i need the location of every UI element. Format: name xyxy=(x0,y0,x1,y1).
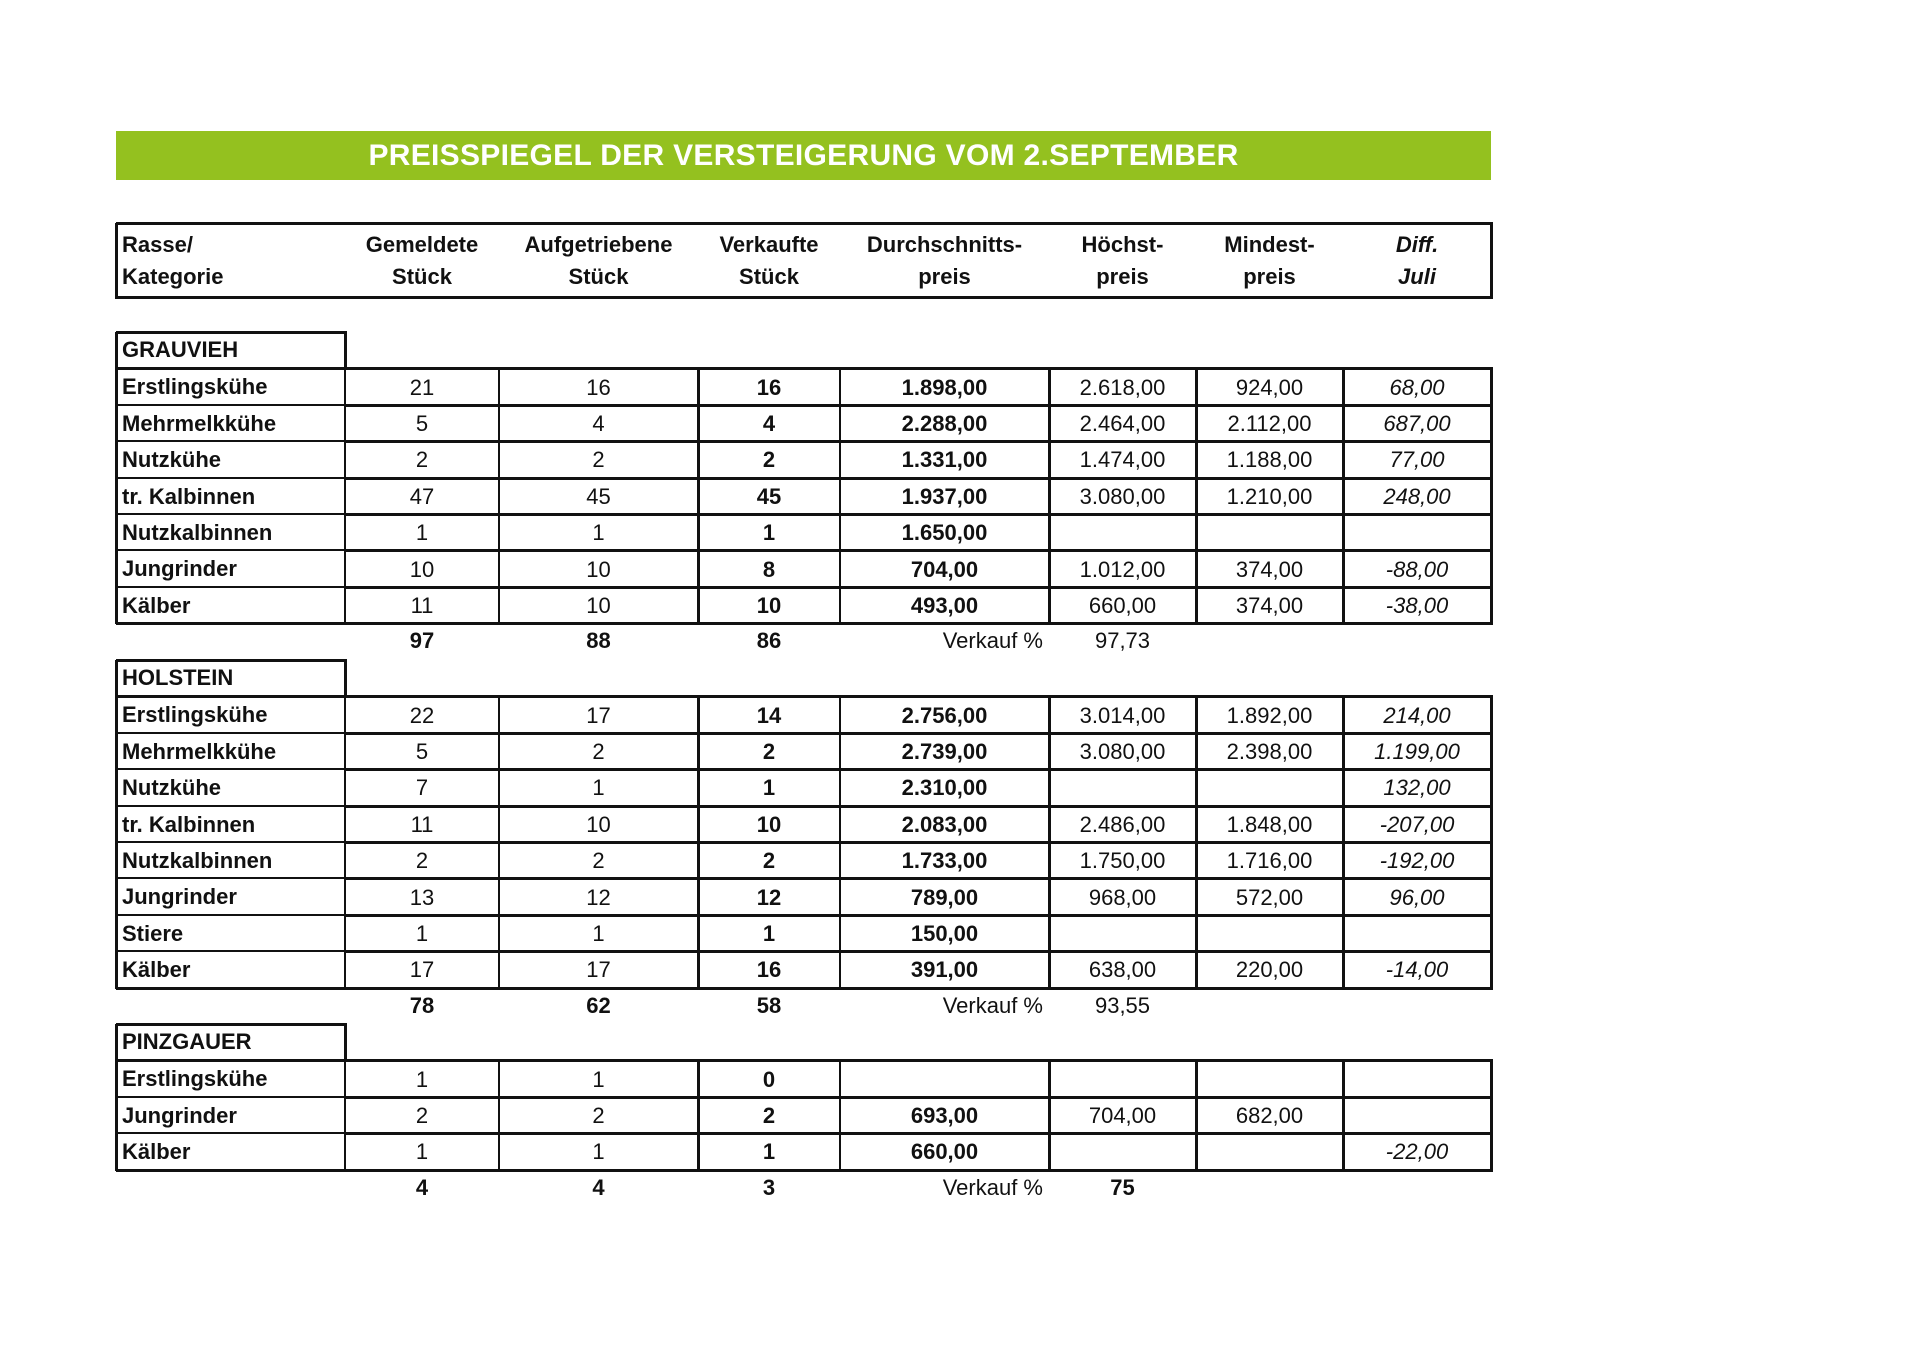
cell-mindestpreis: 924,00 xyxy=(1235,374,1304,400)
cell-gemeldet: 10 xyxy=(409,556,435,582)
cell-diff-juli: -14,00 xyxy=(1385,957,1449,983)
cell-durchschnittspreis: 789,00 xyxy=(910,884,979,910)
cell-mindestpreis: 1.848,00 xyxy=(1226,811,1313,837)
header-verkaufte-line2: Stück xyxy=(739,264,799,289)
cell-durchschnittspreis: 150,00 xyxy=(910,920,979,946)
header-gemeldete-line2: Stück xyxy=(392,264,452,289)
cell-mindestpreis: 220,00 xyxy=(1235,957,1304,983)
header-durchschnittspreis-line1: Durchschnitts- xyxy=(866,232,1023,258)
cell-durchschnittspreis: 2.756,00 xyxy=(901,702,988,728)
header-mindestpreis-line1: Mindest- xyxy=(1224,232,1315,258)
cell-diff-juli: 68,00 xyxy=(1389,374,1445,400)
cell-hoechstpreis: 638,00 xyxy=(1088,957,1157,983)
cell-diff-juli: 248,00 xyxy=(1383,483,1451,509)
cell-durchschnittspreis: 391,00 xyxy=(910,957,979,983)
cell-diff-juli: 1.199,00 xyxy=(1374,738,1460,764)
cell-gemeldet: 17 xyxy=(409,957,435,983)
cell-verkauft: 10 xyxy=(756,811,782,837)
row-kategorie: Erstlingskühe xyxy=(122,702,268,728)
cell-diff-juli: 77,00 xyxy=(1389,447,1445,473)
cell-verkauft: 1 xyxy=(762,775,776,801)
cell-diff-juli: 96,00 xyxy=(1389,884,1445,910)
total-gemeldet: 78 xyxy=(409,992,435,1018)
row-kategorie: Nutzkalbinnen xyxy=(122,848,273,873)
cell-mindestpreis xyxy=(1196,516,1343,550)
cell-verkauft: 2 xyxy=(762,848,776,874)
verkauf-percent-value: 97,73 xyxy=(1094,628,1151,654)
row-kategorie: Erstlingskühe xyxy=(122,1066,268,1092)
header-diff-juli-line1: Diff. xyxy=(1395,232,1439,258)
cell-durchschnittspreis: 1.331,00 xyxy=(901,447,988,473)
cell-aufgetrieben: 1 xyxy=(592,775,605,801)
header-verkaufte xyxy=(698,226,840,296)
cell-mindestpreis: 2.112,00 xyxy=(1227,410,1312,436)
cell-diff-juli xyxy=(1343,1062,1491,1096)
cell-aufgetrieben: 17 xyxy=(586,957,611,983)
header-aufgetriebene-line2: Stück xyxy=(568,264,629,289)
cell-diff-juli: 132,00 xyxy=(1383,775,1451,801)
row-kategorie: Nutzkühe xyxy=(122,447,221,473)
row-kategorie: Mehrmelkkühe xyxy=(122,410,277,436)
cell-aufgetrieben: 4 xyxy=(592,410,605,436)
row-kategorie: Mehrmelkkühe xyxy=(122,738,277,764)
total-aufgetrieben: 88 xyxy=(586,628,611,654)
cell-aufgetrieben: 10 xyxy=(586,592,611,618)
cell-mindestpreis: 1.210,00 xyxy=(1226,483,1313,509)
cell-hoechstpreis: 2.618,00 xyxy=(1079,374,1166,400)
cell-hoechstpreis xyxy=(1049,1135,1196,1169)
cell-durchschnittspreis xyxy=(840,1062,1049,1096)
cell-aufgetrieben: 1 xyxy=(592,1066,605,1092)
verkauf-percent-label: Verkauf % xyxy=(942,628,1043,654)
cell-durchschnittspreis: 660,00 xyxy=(910,1139,979,1165)
total-verkauft: 3 xyxy=(762,1174,776,1200)
cell-verkauft: 14 xyxy=(756,702,782,728)
cell-diff-juli: -38,00 xyxy=(1385,592,1449,618)
verkauf-percent-value: 93,55 xyxy=(1094,992,1151,1018)
cell-verkauft: 16 xyxy=(756,374,782,400)
cell-verkauft: 2 xyxy=(762,447,776,473)
verkauf-percent-label: Verkauf % xyxy=(942,1174,1043,1200)
row-kategorie: Erstlingskühe xyxy=(122,374,268,400)
cell-aufgetrieben: 1 xyxy=(592,1139,605,1165)
row-kategorie: Jungrinder xyxy=(122,556,237,582)
cell-durchschnittspreis: 1.937,00 xyxy=(901,483,988,509)
cell-hoechstpreis: 1.012,00 xyxy=(1079,556,1166,582)
cell-aufgetrieben: 2 xyxy=(592,1102,605,1128)
header-mindestpreis-line2: preis xyxy=(1243,264,1296,289)
cell-aufgetrieben: 16 xyxy=(586,374,611,400)
cell-mindestpreis xyxy=(1196,771,1343,805)
cell-gemeldet: 5 xyxy=(415,738,429,764)
cell-hoechstpreis xyxy=(1049,1062,1196,1096)
cell-verkauft: 2 xyxy=(762,738,776,764)
cell-aufgetrieben: 10 xyxy=(586,811,611,837)
cell-durchschnittspreis: 1.650,00 xyxy=(901,520,988,546)
header-verkaufte-line1: Verkaufte xyxy=(719,232,819,258)
cell-hoechstpreis xyxy=(1049,771,1196,805)
cell-diff-juli xyxy=(1343,917,1491,951)
header-gemeldete-line1: Gemeldete xyxy=(365,232,479,258)
cell-mindestpreis: 2.398,00 xyxy=(1226,738,1313,764)
cell-mindestpreis xyxy=(1196,917,1343,951)
cell-diff-juli: -22,00 xyxy=(1385,1139,1449,1165)
section-title: GRAUVIEH xyxy=(122,337,239,363)
total-verkauft: 86 xyxy=(756,628,782,654)
cell-durchschnittspreis: 693,00 xyxy=(910,1102,979,1128)
cell-hoechstpreis: 660,00 xyxy=(1088,592,1157,618)
cell-aufgetrieben: 2 xyxy=(592,738,605,764)
cell-aufgetrieben: 45 xyxy=(586,483,611,509)
row-kategorie: tr. Kalbinnen xyxy=(122,483,256,509)
cell-mindestpreis xyxy=(1196,1135,1343,1169)
cell-gemeldet: 1 xyxy=(415,520,429,546)
cell-aufgetrieben: 10 xyxy=(586,556,611,582)
cell-aufgetrieben: 2 xyxy=(592,848,605,874)
section-title: HOLSTEIN xyxy=(122,665,234,691)
cell-hoechstpreis: 3.014,00 xyxy=(1079,702,1166,728)
cell-diff-juli xyxy=(1343,1099,1491,1133)
cell-hoechstpreis xyxy=(1049,516,1196,550)
header-durchschnittspreis xyxy=(840,226,1049,296)
cell-gemeldet: 2 xyxy=(415,848,429,874)
cell-gemeldet: 47 xyxy=(409,483,435,509)
cell-hoechstpreis: 704,00 xyxy=(1088,1102,1157,1128)
header-hoechstpreis xyxy=(1049,226,1196,296)
cell-gemeldet: 11 xyxy=(410,811,434,837)
row-kategorie: Jungrinder xyxy=(122,884,237,910)
cell-gemeldet: 1 xyxy=(415,920,429,946)
row-kategorie: Stiere xyxy=(122,920,184,946)
cell-verkauft: 1 xyxy=(762,920,776,946)
cell-verkauft: 2 xyxy=(762,1102,776,1128)
cell-hoechstpreis: 1.750,00 xyxy=(1079,848,1166,874)
header-rasse-line1: Rasse/ xyxy=(122,232,193,258)
cell-gemeldet: 1 xyxy=(415,1066,429,1092)
cell-diff-juli: -207,00 xyxy=(1379,811,1455,837)
total-gemeldet: 97 xyxy=(409,628,435,654)
cell-durchschnittspreis: 704,00 xyxy=(910,556,979,582)
cell-verkauft: 10 xyxy=(756,592,782,618)
cell-mindestpreis: 1.716,00 xyxy=(1226,848,1313,874)
row-kategorie: Kälber xyxy=(122,592,191,618)
verkauf-percent-value: 75 xyxy=(1110,1174,1135,1200)
cell-hoechstpreis xyxy=(1049,917,1196,951)
row-kategorie: Kälber xyxy=(122,957,191,983)
cell-hoechstpreis: 968,00 xyxy=(1088,884,1157,910)
header-rasse-line2: Kategorie xyxy=(122,264,224,289)
header-aufgetriebene xyxy=(499,226,698,296)
cell-verkauft: 8 xyxy=(762,556,776,582)
cell-verkauft: 1 xyxy=(762,1139,776,1165)
cell-gemeldet: 7 xyxy=(415,775,429,801)
cell-verkauft: 0 xyxy=(762,1066,776,1092)
grid-line xyxy=(116,222,1493,225)
cell-verkauft: 16 xyxy=(756,957,782,983)
total-aufgetrieben: 62 xyxy=(586,992,611,1018)
cell-gemeldet: 13 xyxy=(409,884,435,910)
cell-gemeldet: 5 xyxy=(415,410,429,436)
cell-durchschnittspreis: 1.733,00 xyxy=(901,848,988,874)
cell-aufgetrieben: 1 xyxy=(592,920,605,946)
cell-diff-juli: 687,00 xyxy=(1383,410,1451,436)
cell-durchschnittspreis: 493,00 xyxy=(910,592,979,618)
cell-gemeldet: 22 xyxy=(409,702,435,728)
cell-gemeldet: 11 xyxy=(410,592,434,618)
cell-diff-juli: -88,00 xyxy=(1385,556,1449,582)
cell-hoechstpreis: 3.080,00 xyxy=(1079,483,1166,509)
cell-durchschnittspreis: 2.288,00 xyxy=(901,410,988,436)
header-gemeldete xyxy=(345,226,499,296)
row-kategorie: Nutzkalbinnen xyxy=(122,520,273,545)
cell-mindestpreis: 1.188,00 xyxy=(1226,447,1313,473)
cell-mindestpreis: 374,00 xyxy=(1235,592,1304,618)
total-aufgetrieben: 4 xyxy=(592,1174,605,1200)
header-durchschnittspreis-line2: preis xyxy=(918,264,971,289)
cell-gemeldet: 2 xyxy=(415,1102,429,1128)
cell-hoechstpreis: 2.464,00 xyxy=(1079,410,1166,436)
header-mindestpreis xyxy=(1196,226,1343,296)
cell-durchschnittspreis: 2.739,00 xyxy=(901,738,988,764)
cell-aufgetrieben: 12 xyxy=(586,884,611,910)
cell-mindestpreis: 1.892,00 xyxy=(1226,702,1313,728)
header-hoechstpreis-line2: preis xyxy=(1096,264,1149,289)
header-diff-juli xyxy=(1343,226,1491,296)
cell-verkauft: 1 xyxy=(762,520,776,546)
cell-gemeldet: 2 xyxy=(415,447,429,473)
total-verkauft: 58 xyxy=(756,992,782,1018)
section-title: PINZGAUER xyxy=(122,1029,252,1055)
row-kategorie: Kälber xyxy=(122,1139,191,1165)
page-title: PREISSPIEGEL DER VERSTEIGERUNG VOM 2.SEPTEMBER xyxy=(116,131,1491,180)
row-kategorie: Nutzkühe xyxy=(122,775,221,801)
cell-verkauft: 12 xyxy=(756,884,782,910)
cell-gemeldet: 21 xyxy=(409,374,435,400)
verkauf-percent-label: Verkauf % xyxy=(942,992,1043,1018)
cell-verkauft: 4 xyxy=(762,410,776,436)
cell-mindestpreis: 682,00 xyxy=(1235,1102,1304,1128)
cell-hoechstpreis: 1.474,00 xyxy=(1079,447,1166,473)
cell-verkauft: 45 xyxy=(756,483,782,509)
cell-mindestpreis xyxy=(1196,1062,1343,1096)
cell-aufgetrieben: 2 xyxy=(592,447,605,473)
cell-mindestpreis: 572,00 xyxy=(1235,884,1304,910)
total-gemeldet: 4 xyxy=(415,1174,429,1200)
cell-gemeldet: 1 xyxy=(415,1139,429,1165)
cell-diff-juli xyxy=(1343,516,1491,550)
row-kategorie: Jungrinder xyxy=(122,1102,237,1128)
header-hoechstpreis-line1: Höchst- xyxy=(1081,232,1164,258)
cell-hoechstpreis: 3.080,00 xyxy=(1079,738,1166,764)
cell-hoechstpreis: 2.486,00 xyxy=(1079,811,1166,837)
header-diff-juli-line2: Juli xyxy=(1398,264,1436,289)
cell-aufgetrieben: 1 xyxy=(592,520,605,546)
cell-durchschnittspreis: 2.083,00 xyxy=(901,811,988,837)
cell-diff-juli: -192,00 xyxy=(1379,848,1455,874)
cell-durchschnittspreis: 1.898,00 xyxy=(901,374,988,400)
header-aufgetriebene-line1: Aufgetriebene xyxy=(524,232,673,258)
cell-mindestpreis: 374,00 xyxy=(1235,556,1304,582)
row-kategorie: tr. Kalbinnen xyxy=(122,811,256,837)
cell-diff-juli: 214,00 xyxy=(1383,702,1451,728)
header-rasse xyxy=(116,226,345,296)
cell-durchschnittspreis: 2.310,00 xyxy=(901,775,988,801)
cell-aufgetrieben: 17 xyxy=(586,702,611,728)
grid-line xyxy=(116,296,1493,299)
